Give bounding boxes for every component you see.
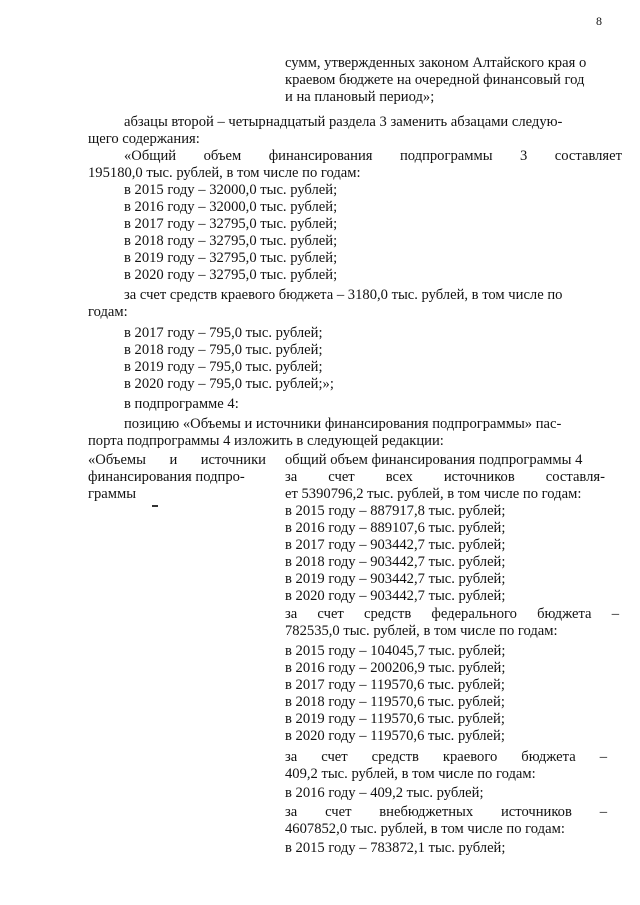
intro-line: краевом бюджете на очередной финансовый год [285,72,585,88]
year-line: в 2017 году – 903442,7 тыс. рублей; [285,537,506,553]
year-line: в 2020 году – 32795,0 тыс. рублей; [124,267,338,283]
table-right-line: за счет внебюджетных источников – [285,804,607,820]
body-line: щего содержания: [88,131,200,147]
body-line: абзацы второй – четырнадцатый раздела 3 заменить абзацами следую- [124,114,563,130]
table-right-line: 4607852,0 тыс. рублей, в том числе по годам: [285,821,565,837]
body-line: «Общий объем финансирования подпрограммы 3 составляет [124,148,622,164]
year-line: в 2020 году – 119570,6 тыс. рублей; [285,728,505,744]
year-line: в 2016 году – 200206,9 тыс. рублей; [285,660,506,676]
year-line: в 2018 году – 32795,0 тыс. рублей; [124,233,338,249]
year-line: в 2015 году – 783872,1 тыс. рублей; [285,840,506,856]
year-line: в 2019 году – 119570,6 тыс. рублей; [285,711,505,727]
table-right-line: за счет всех источников составля- [285,469,605,485]
table-right-line: 409,2 тыс. рублей, в том числе по годам: [285,766,536,782]
year-line: в 2017 году – 32795,0 тыс. рублей; [124,216,338,232]
year-line: в 2018 году – 795,0 тыс. рублей; [124,342,323,358]
year-line: в 2017 году – 795,0 тыс. рублей; [124,325,323,341]
year-line: в 2016 году – 409,2 тыс. рублей; [285,785,484,801]
stray-mark [152,505,158,507]
year-line: в 2015 году – 104045,7 тыс. рублей; [285,643,506,659]
year-line: в 2019 году – 795,0 тыс. рублей; [124,359,323,375]
intro-line: и на плановый период»; [285,89,435,105]
year-line: в 2019 году – 32795,0 тыс. рублей; [124,250,338,266]
table-left-line: «Объемы и источники [88,452,266,468]
body-line: 195180,0 тыс. рублей, в том числе по годам: [88,165,361,181]
table-right-line: ет 5390796,2 тыс. рублей, в том числе по годам: [285,486,582,502]
year-line: в 2020 году – 903442,7 тыс. рублей; [285,588,506,604]
intro-line: сумм, утвержденных законом Алтайского края о [285,55,587,71]
year-line: в 2016 году – 32000,0 тыс. рублей; [124,199,338,215]
table-left-line: граммы [88,486,137,502]
table-right-line: 782535,0 тыс. рублей, в том числе по годам: [285,623,558,639]
body-line: за счет средств краевого бюджета – 3180,0 тыс. рублей, в том числе по [124,287,563,303]
page-number: 8 [596,14,602,28]
table-left-line: финансирования подпро- [88,469,245,485]
body-line: порта подпрограммы 4 изложить в следующей редакции: [88,433,444,449]
body-line: годам: [88,304,128,320]
year-line: в 2015 году – 32000,0 тыс. рублей; [124,182,338,198]
table-right-line: за счет средств федерального бюджета – [285,606,619,622]
year-line: в 2019 году – 903442,7 тыс. рублей; [285,571,506,587]
year-line: в 2018 году – 903442,7 тыс. рублей; [285,554,506,570]
year-line: в 2017 году – 119570,6 тыс. рублей; [285,677,505,693]
table-right-line: общий объем финансирования подпрограммы 4 [285,452,583,468]
table-right-line: за счет средств краевого бюджета – [285,749,607,765]
year-line: в 2018 году – 119570,6 тыс. рублей; [285,694,505,710]
year-line: в 2015 году – 887917,8 тыс. рублей; [285,503,506,519]
year-line: в 2020 году – 795,0 тыс. рублей;»; [124,376,334,392]
body-line: позицию «Объемы и источники финансирования подпрограммы» пас- [124,416,562,432]
body-line: в подпрограмме 4: [124,396,239,412]
year-line: в 2016 году – 889107,6 тыс. рублей; [285,520,506,536]
